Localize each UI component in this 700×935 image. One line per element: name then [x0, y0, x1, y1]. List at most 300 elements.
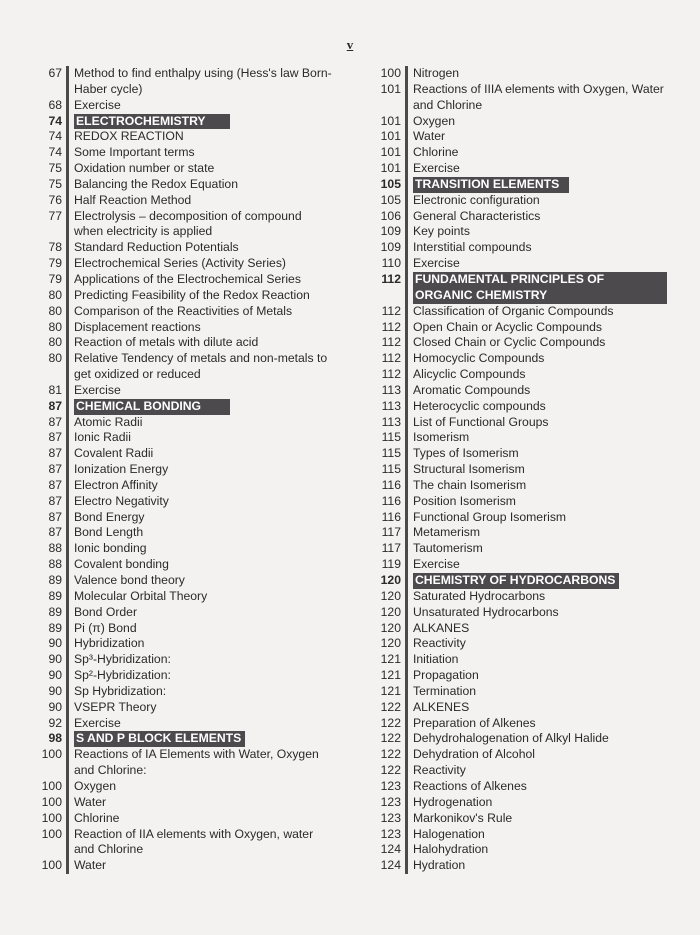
toc-entry-title-cell: [405, 415, 667, 431]
toc-entry-title: Exercise: [74, 97, 121, 112]
toc-entry-title-cell: [66, 98, 333, 114]
toc-entry-title: Types of Isomerism: [413, 446, 519, 461]
toc-page-number: 90: [48, 668, 62, 683]
toc-entry-title-cell: [66, 510, 333, 526]
toc-entry-title-cell: [405, 209, 667, 225]
toc-entry-title-cell: [66, 858, 333, 874]
toc-entry-title-cell: [405, 763, 667, 779]
toc-page-number: 122: [380, 763, 401, 778]
toc-page-number: 77: [48, 208, 62, 223]
toc-entry-title: Nitrogen: [413, 66, 460, 80]
toc-page-number: 90: [48, 683, 62, 698]
toc-entry-title: Bond Order: [74, 604, 138, 619]
toc-entry-title: ALKANES: [413, 620, 470, 635]
toc-entry-title-cell: [66, 716, 333, 732]
toc-entry: [367, 716, 667, 732]
toc-entry-title: Water: [413, 129, 446, 144]
toc-page-number: 113: [381, 382, 401, 397]
toc-entry-title: Hybridization: [74, 636, 145, 651]
toc-entry: [28, 335, 333, 351]
toc-entry-title: Closed Chain or Cyclic Compounds: [413, 335, 606, 350]
toc-page-number: 101: [380, 145, 401, 160]
toc-entry-title: Sp Hybridization:: [74, 683, 167, 698]
toc-entry-title: Open Chain or Acyclic Compounds: [413, 319, 603, 334]
toc-page-number: 101: [380, 113, 401, 128]
toc-entry-title: Markonikov's Rule: [413, 810, 513, 825]
toc-page-number: 123: [380, 778, 401, 793]
toc-entry-title-cell: [405, 383, 667, 399]
toc-entry-title-cell: [66, 161, 333, 177]
toc-entry-title-cell: [405, 114, 667, 130]
toc-entry: [28, 478, 333, 494]
toc-page-number: 116: [381, 493, 401, 508]
toc-entry: [367, 668, 667, 684]
toc-entry-title-cell: [405, 161, 667, 177]
toc-right-column: [367, 66, 667, 874]
toc-entry-title-cell: [405, 145, 667, 161]
toc-entry-title-cell: [66, 145, 333, 161]
toc-entry-title-cell: [405, 731, 667, 747]
toc-entry-title: VSEPR Theory: [74, 699, 157, 714]
toc-entry: [28, 288, 333, 304]
toc-entry-title: Preparation of Alkenes: [413, 715, 536, 730]
toc-entry-title-cell: [405, 256, 667, 272]
toc-entry-title-cell: [66, 193, 333, 209]
toc-entry-title-cell: [66, 827, 333, 859]
toc-entry-title: Predicting Feasibility of the Redox Reaction: [74, 287, 310, 302]
toc-entry-title-cell: [66, 399, 333, 415]
toc-entry: [367, 636, 667, 652]
toc-entry: [367, 446, 667, 462]
toc-page-number: 112: [381, 367, 401, 382]
toc-entry-title-cell: [405, 652, 667, 668]
toc-entry-title-cell: [405, 224, 667, 240]
toc-entry: [367, 351, 667, 367]
toc-entry-title: Interstitial compounds: [413, 240, 532, 255]
toc-page-number: 75: [48, 176, 62, 191]
toc-section-heading: [28, 114, 333, 130]
toc-entry-title: Half Reaction Method: [74, 192, 192, 207]
toc-entry: [367, 779, 667, 795]
toc-entry: [28, 747, 333, 779]
toc-entry-title-cell: [405, 240, 667, 256]
toc-entry: [28, 716, 333, 732]
toc-page-number: 100: [41, 858, 62, 873]
toc-entry: [367, 320, 667, 336]
toc-entry-title: Relative Tendency of metals and non-metals to get oxidized or reduced: [74, 351, 328, 382]
toc-page-number: 80: [48, 335, 62, 350]
toc-entry: [367, 842, 667, 858]
toc-entry: [367, 399, 667, 415]
toc-page-number: 100: [380, 66, 401, 80]
toc-entry-title: Molecular Orbital Theory: [74, 588, 208, 603]
toc-entry-title-cell: [405, 827, 667, 843]
toc-entry-title: Sp²-Hybridization:: [74, 668, 171, 683]
toc-entry-title-cell: [405, 795, 667, 811]
toc-entry: [28, 304, 333, 320]
toc-entry-title-cell: [405, 573, 667, 589]
toc-page-number: 117: [381, 541, 401, 556]
toc-page-number: 87: [48, 509, 62, 524]
toc-entry-title: Reaction of IIA elements with Oxygen, water and Chlorine: [74, 826, 314, 857]
toc-entry-title: Reactivity: [413, 636, 466, 651]
toc-entry: [367, 652, 667, 668]
toc-page-number: 80: [48, 319, 62, 334]
toc-entry: [367, 430, 667, 446]
toc-entry: [367, 66, 667, 82]
toc-page-number: 81: [48, 382, 62, 397]
toc-entry: [28, 494, 333, 510]
toc-entry-title-cell: [66, 114, 333, 130]
toc-page-number: 100: [41, 794, 62, 809]
toc-page-number: 123: [380, 826, 401, 841]
toc-entry-title: Saturated Hydrocarbons: [413, 588, 546, 603]
toc-entry-title: Classification of Organic Compounds: [413, 303, 614, 318]
toc-entry: [367, 224, 667, 240]
toc-entry-title-cell: [405, 82, 667, 114]
toc-entry-title: Halohydration: [413, 842, 489, 857]
toc-entry: [367, 82, 667, 114]
toc-entry-title: Exercise: [413, 256, 460, 271]
toc-page-number: 87: [48, 462, 62, 477]
toc-page-number: 76: [48, 192, 62, 207]
toc-entry: [28, 858, 333, 874]
toc-page-number: 80: [48, 351, 62, 366]
toc-entry: [28, 525, 333, 541]
toc-entry-title-cell: [405, 716, 667, 732]
toc-entry-title-cell: [405, 478, 667, 494]
toc-entry: [28, 621, 333, 637]
toc-entry-title-cell: [66, 747, 333, 779]
toc-entry: [28, 209, 333, 241]
toc-entry-title: Method to find enthalpy using (Hess's law Born-Haber cycle): [74, 66, 332, 96]
toc-page-number: 113: [381, 414, 401, 429]
toc-entry-title-cell: [66, 636, 333, 652]
toc-page-number: 116: [381, 509, 401, 524]
toc-entry: [28, 510, 333, 526]
toc-entry: [28, 161, 333, 177]
toc-entry-title-cell: [66, 177, 333, 193]
toc-entry-title-cell: [66, 700, 333, 716]
toc-page-number: 74: [48, 129, 62, 144]
toc-page-number: 112: [381, 303, 401, 318]
toc-entry: [367, 494, 667, 510]
toc-entry-title-cell: [66, 383, 333, 399]
toc-page-number: 80: [48, 303, 62, 318]
toc-entry: [28, 256, 333, 272]
toc-page-number: 100: [41, 747, 62, 762]
toc-page-number: 68: [48, 97, 62, 112]
toc-entry-title: Metamerism: [413, 525, 481, 540]
toc-entry-title: Electro Negativity: [74, 493, 169, 508]
toc-entry-title: ALKENES: [413, 699, 470, 714]
toc-page-number: 123: [380, 794, 401, 809]
toc-entry-title: Chlorine: [74, 810, 120, 825]
toc-entry: [367, 858, 667, 874]
toc-entry-title-cell: [405, 320, 667, 336]
toc-entry-title-cell: [405, 684, 667, 700]
toc-entry-title: Oxygen: [413, 113, 456, 128]
toc-entry-title: Electrochemical Series (Activity Series): [74, 256, 286, 271]
toc-page-number: 89: [48, 573, 62, 587]
toc-entry: [367, 145, 667, 161]
toc-entry-title-cell: [66, 288, 333, 304]
toc-entry-title: Propagation: [413, 668, 479, 683]
toc-entry: [28, 66, 333, 98]
toc-page-number: 90: [48, 636, 62, 651]
toc-page-number: 105: [380, 192, 401, 207]
toc-entry-title: Structural Isomerism: [413, 462, 525, 477]
toc-page-number: 122: [380, 715, 401, 730]
toc-entry-title: Reactions of IIIA elements with Oxygen, Water and Chlorine: [413, 81, 664, 112]
toc-entry-title-cell: [405, 636, 667, 652]
toc-page-number: 79: [48, 256, 62, 271]
toc-entry: [28, 795, 333, 811]
toc-entry: [28, 320, 333, 336]
toc-entry-title-cell: [66, 605, 333, 621]
toc-entry-title: Heterocyclic compounds: [413, 398, 546, 413]
toc-entry-title: Electrolysis – decomposition of compound when electricity is applied: [74, 208, 302, 239]
toc-entry: [367, 525, 667, 541]
toc-entry-title: Electronic configuration: [413, 192, 540, 207]
toc-page-number: 121: [380, 668, 401, 683]
toc-entry-title: Isomerism: [413, 430, 470, 445]
toc-entry-title: Pi (π) Bond: [74, 620, 137, 635]
toc-entry-title-cell: [405, 621, 667, 637]
toc-entry-title: Bond Length: [74, 525, 144, 540]
toc-entry-title: Bond Energy: [74, 509, 145, 524]
toc-entry-title-cell: [405, 605, 667, 621]
toc-entry: [28, 636, 333, 652]
toc-page-number: 88: [48, 557, 62, 572]
toc-entry-title-cell: [66, 304, 333, 320]
toc-page-number: 120: [380, 620, 401, 635]
toc-entry: [367, 541, 667, 557]
toc-entry-title: Sp³-Hybridization:: [74, 652, 171, 667]
toc-entry-title: Exercise: [74, 382, 121, 397]
toc-entry-title: General Characteristics: [413, 208, 541, 223]
toc-entry: [28, 811, 333, 827]
toc-entry: [367, 415, 667, 431]
toc-page-number: 100: [41, 826, 62, 841]
toc-page-number: 88: [48, 541, 62, 556]
toc-entry-title-cell: [66, 446, 333, 462]
toc-entry-title: Water: [74, 794, 107, 809]
toc-entry: [367, 747, 667, 763]
toc-entry-title-cell: [66, 811, 333, 827]
toc-entry-title-cell: [405, 589, 667, 605]
toc-page-number: 79: [48, 271, 62, 286]
toc-entry-title: Functional Group Isomerism: [413, 509, 567, 524]
toc-entry: [28, 129, 333, 145]
toc-page-number: 124: [380, 842, 401, 857]
toc-entry: [367, 114, 667, 130]
toc-entry-title-cell: [405, 779, 667, 795]
toc-entry-title-cell: [405, 557, 667, 573]
toc-entry-title-cell: [66, 320, 333, 336]
toc-page-number: 101: [380, 129, 401, 144]
toc-entry-title: Termination: [413, 683, 476, 698]
toc-entry-title: Some Important terms: [74, 145, 195, 160]
toc-page-number: 113: [381, 398, 401, 413]
toc-entry-title-cell: [405, 858, 667, 874]
toc-entry: [28, 145, 333, 161]
toc-entry-title: ELECTROCHEMISTRY: [74, 114, 230, 130]
toc-entry-title-cell: [405, 510, 667, 526]
toc-section-heading: [28, 731, 333, 747]
toc-entry-title-cell: [66, 430, 333, 446]
toc-entry: [367, 827, 667, 843]
toc-entry: [367, 684, 667, 700]
toc-entry-title: Water: [74, 858, 107, 873]
toc-page-number: 101: [380, 161, 401, 176]
toc-entry: [28, 98, 333, 114]
toc-entry-title-cell: [405, 193, 667, 209]
toc-page-number: 124: [380, 858, 401, 873]
toc-page-number: 110: [381, 256, 401, 271]
toc-page-number: 87: [48, 430, 62, 445]
toc-entry: [28, 557, 333, 573]
toc-page-number: 109: [380, 240, 401, 255]
toc-entry: [367, 731, 667, 747]
toc-entry: [28, 193, 333, 209]
toc-entry-title: Atomic Radii: [74, 414, 143, 429]
toc-page-number: 90: [48, 699, 62, 714]
toc-entry-title: Standard Reduction Potentials: [74, 240, 239, 255]
toc-page-number: 87: [48, 446, 62, 461]
page-number: v: [346, 37, 354, 52]
toc-entry-title: Homocyclic Compounds: [413, 351, 545, 366]
toc-entry: [367, 304, 667, 320]
toc-page-number: 112: [381, 335, 401, 350]
toc-page-number: 78: [48, 240, 62, 255]
toc-page-number: 105: [380, 176, 401, 191]
toc-entry-title: Exercise: [413, 161, 460, 176]
toc-entry-title: Initiation: [413, 652, 459, 667]
toc-entry-title: Covalent Radii: [74, 446, 154, 461]
toc-page-number: 117: [381, 525, 401, 540]
toc-entry-title-cell: [66, 66, 333, 98]
toc-entry-title-cell: [66, 589, 333, 605]
toc-entry-title-cell: [66, 684, 333, 700]
toc-entry-title-cell: [66, 335, 333, 351]
toc-entry: [367, 335, 667, 351]
toc-page-number: 75: [48, 161, 62, 176]
toc-entry: [367, 256, 667, 272]
toc-page-number: 112: [381, 319, 401, 334]
toc-entry-title-cell: [405, 399, 667, 415]
toc-entry-title-cell: [405, 811, 667, 827]
toc-entry: [28, 605, 333, 621]
toc-entry-title: S AND P BLOCK ELEMENTS: [74, 731, 245, 747]
toc-page-number: 122: [380, 699, 401, 714]
toc-entry-title: The chain Isomerism: [413, 477, 527, 492]
toc-page-number: 123: [380, 810, 401, 825]
toc-entry-title-cell: [66, 129, 333, 145]
toc-entry-title-cell: [405, 541, 667, 557]
toc-entry-title: Oxygen: [74, 778, 117, 793]
toc-page-number: 89: [48, 620, 62, 635]
toc-entry-title-cell: [405, 430, 667, 446]
toc-entry: [367, 193, 667, 209]
toc-entry-title-cell: [66, 478, 333, 494]
toc-entry: [367, 383, 667, 399]
toc-entry: [28, 351, 333, 383]
toc-entry-title-cell: [66, 573, 333, 589]
toc-page-number: 106: [380, 208, 401, 223]
toc-entry: [367, 161, 667, 177]
toc-entry-title-cell: [405, 446, 667, 462]
toc-entry-title-cell: [66, 541, 333, 557]
toc-entry-title: Electron Affinity: [74, 477, 158, 492]
toc-left-column: [28, 66, 333, 874]
toc-entry: [367, 700, 667, 716]
toc-page-number: 115: [381, 430, 401, 445]
toc-entry: [367, 129, 667, 145]
toc-entry: [28, 430, 333, 446]
toc-entry: [28, 827, 333, 859]
toc-entry-title: Reactions of IA Elements with Water, Oxygen and Chlorine:: [74, 747, 319, 778]
toc-page-number: 89: [48, 604, 62, 619]
toc-page-number: 74: [48, 145, 62, 160]
toc-entry-title-cell: [66, 779, 333, 795]
toc-entry-title: Unsaturated Hydrocarbons: [413, 604, 559, 619]
toc-page-number: 119: [381, 557, 401, 572]
toc-entry-title: Comparison of the Reactivities of Metals: [74, 303, 293, 318]
toc-entry-title: Exercise: [74, 715, 121, 730]
toc-page-number: 87: [48, 414, 62, 429]
toc-entry-title: CHEMICAL BONDING: [74, 399, 230, 415]
toc-entry-title: Reactivity: [413, 763, 466, 778]
toc-entry-title: List of Functional Groups: [413, 414, 549, 429]
toc-entry-title-cell: [66, 668, 333, 684]
toc-entry-title: Valence bond theory: [74, 573, 185, 587]
toc-page-number: 87: [48, 493, 62, 508]
toc-page-number: 121: [380, 652, 401, 667]
toc-entry-title: Key points: [413, 224, 470, 239]
toc-entry-title: Aromatic Compounds: [413, 382, 531, 397]
toc-entry-title-cell: [405, 367, 667, 383]
toc-entry-title: Ionization Energy: [74, 462, 169, 477]
toc-page-number: 87: [48, 398, 62, 413]
toc-entry: [28, 462, 333, 478]
toc-page-number: 112: [381, 271, 401, 286]
toc-entry: [367, 510, 667, 526]
toc-entry-title: Tautomerism: [413, 541, 483, 556]
toc-section-heading: [28, 399, 333, 415]
toc-entry: [28, 177, 333, 193]
toc-entry-title-cell: [405, 747, 667, 763]
toc-entry-title: Reaction of metals with dilute acid: [74, 335, 259, 350]
toc-page-number: 115: [381, 462, 401, 477]
toc-entry-title-cell: [405, 177, 667, 193]
toc-entry: [28, 779, 333, 795]
toc-entry: [367, 621, 667, 637]
toc-page-number: 109: [380, 224, 401, 239]
toc-page-number: 87: [48, 525, 62, 540]
toc-entry-title-cell: [66, 494, 333, 510]
toc-entry-title-cell: [405, 494, 667, 510]
toc-page-number: 120: [380, 573, 401, 587]
toc-entry: [367, 462, 667, 478]
toc-entry-title-cell: [66, 256, 333, 272]
toc-entry-title-cell: [66, 462, 333, 478]
toc-entry: [28, 383, 333, 399]
toc-page-number: 120: [380, 588, 401, 603]
toc-page-number: 67: [48, 66, 62, 80]
toc-entry: [28, 446, 333, 462]
toc-entry-title: Balancing the Redox Equation: [74, 176, 238, 191]
